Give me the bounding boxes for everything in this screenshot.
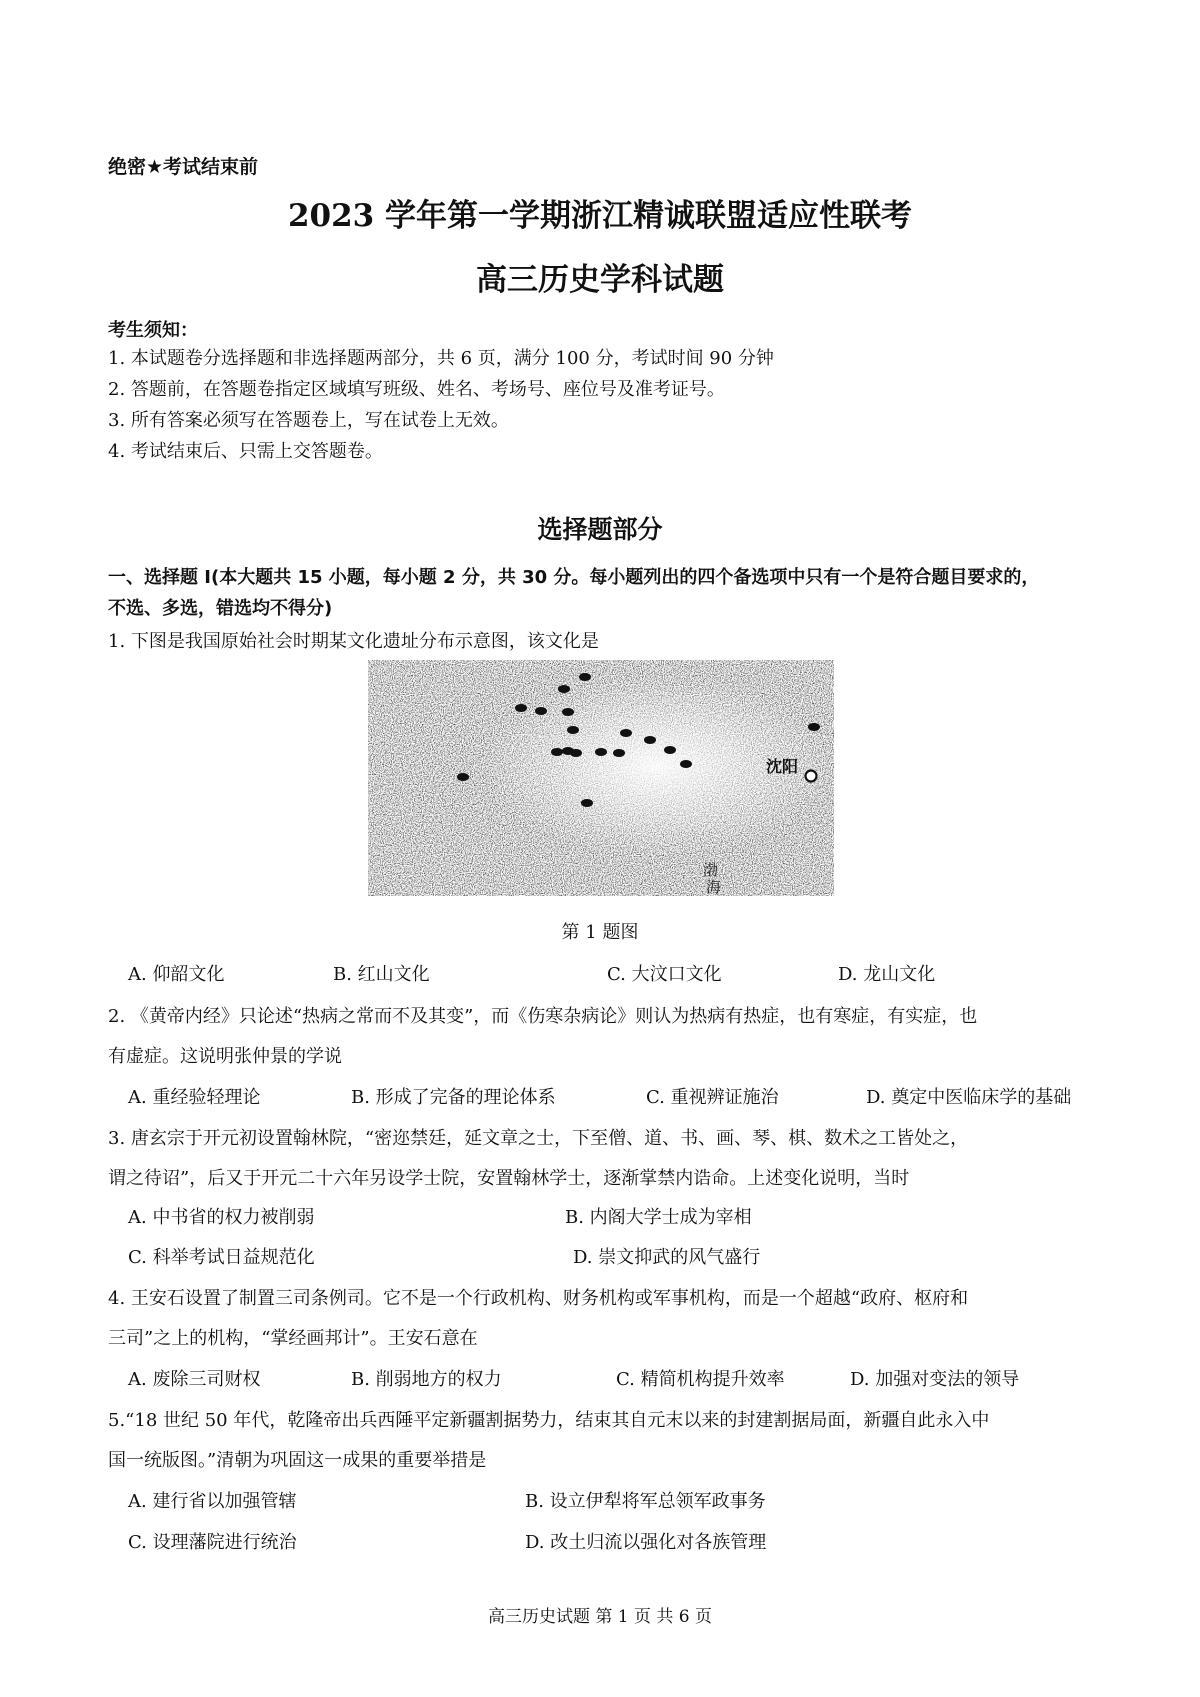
q3-option-b: B. 内阁大学士成为宰相 — [565, 1207, 752, 1228]
notice-item: 1. 本试题卷分选择题和非选择题两部分，共 6 页，满分 100 分，考试时间 90 分钟 — [108, 348, 774, 369]
site-marker — [562, 708, 574, 716]
site-marker — [664, 746, 676, 754]
sea-label: 渤 — [703, 861, 719, 879]
part-heading: 不选、多选，错选均不得分) — [108, 598, 333, 619]
q3-option-a: A. 中书省的权力被削弱 — [128, 1207, 315, 1228]
q2-option-b: B. 形成了完备的理论体系 — [351, 1087, 556, 1108]
site-marker — [570, 749, 582, 757]
question-3-stem: 3. 唐玄宗于开元初设置翰林院，“密迩禁廷，延文章之士，下至僧、道、书、画、琴、棋、数术之工皆处之， — [108, 1128, 969, 1149]
q4-option-b: B. 削弱地方的权力 — [351, 1369, 502, 1390]
q5-option-d: D. 改土归流以强化对各族管理 — [525, 1532, 767, 1553]
notice-item: 3. 所有答案必须写在答题卷上，写在试卷上无效。 — [108, 410, 509, 431]
sea-label: 海 — [706, 878, 722, 896]
q1-option-c: C. 大汶口文化 — [607, 964, 722, 985]
confidential-label: 绝密★考试结束前 — [108, 156, 259, 178]
q3-option-c: C. 科举考试日益规范化 — [128, 1247, 315, 1268]
question-1-stem: 1. 下图是我国原始社会时期某文化遗址分布示意图，该文化是 — [108, 631, 599, 652]
question-2-stem: 有虚症。这说明张仲景的学说 — [108, 1046, 342, 1067]
question-3-stem: 谓之待诏”，后又于开元二十六年另设学士院，安置翰林学士，逐渐掌禁内诰命。上述变化说明，当时 — [108, 1168, 910, 1189]
q5-option-b: B. 设立伊犁将军总领军政事务 — [525, 1491, 766, 1512]
site-marker — [558, 685, 570, 693]
q4-option-d: D. 加强对变法的领导 — [850, 1369, 1020, 1390]
q2-option-a: A. 重经验轻理论 — [128, 1087, 261, 1108]
exam-title: 2023 学年第一学期浙江精诚联盟适应性联考 — [287, 198, 913, 234]
q4-option-a: A. 废除三司财权 — [128, 1369, 261, 1390]
question-4-stem: 三司”之上的机构，“掌经画邦计”。王安石意在 — [108, 1328, 478, 1349]
site-marker — [644, 736, 656, 744]
site-marker — [581, 799, 593, 807]
q1-option-b: B. 红山文化 — [333, 964, 430, 985]
q1-option-d: D. 龙山文化 — [838, 964, 936, 985]
q5-option-c: C. 设理藩院进行统治 — [128, 1532, 297, 1553]
question-4-stem: 4. 王安石设置了制置三司条例司。它不是一个行政机构、财务机构或军事机构，而是一个超越“政府、枢府和 — [108, 1288, 969, 1309]
page-footer: 高三历史试题 第 1 页 共 6 页 — [487, 1607, 713, 1627]
site-marker — [579, 673, 591, 681]
q3-option-d: D. 崇文抑武的风气盛行 — [573, 1247, 761, 1268]
notice-item: 4. 考试结束后、只需上交答题卷。 — [108, 441, 383, 462]
q4-option-c: C. 精简机构提升效率 — [616, 1369, 785, 1390]
q1-option-a: A. 仰韶文化 — [128, 964, 225, 985]
q2-option-c: C. 重视辨证施治 — [646, 1087, 779, 1108]
question-5-stem: 国一统版图。”清朝为巩固这一成果的重要举措是 — [108, 1450, 487, 1471]
figure-caption: 第 1 题图 — [561, 922, 639, 943]
site-marker — [808, 723, 820, 731]
exam-subtitle: 高三历史学科试题 — [476, 262, 724, 298]
part-heading: 一、选择题 I(本大题共 15 小题，每小题 2 分，共 30 分。每小题列出的四个备选项中只有一个是符合题目要求的， — [108, 567, 1040, 588]
site-marker — [567, 726, 579, 734]
site-marker — [457, 773, 469, 781]
q2-option-d: D. 奠定中医临床学的基础 — [866, 1087, 1072, 1108]
city-label: 沈阳 — [766, 757, 799, 776]
section-title: 选择题部分 — [537, 515, 663, 544]
site-marker — [595, 748, 607, 756]
notice-item: 2. 答题前，在答题卷指定区域填写班级、姓名、考场号、座位号及准考证号。 — [108, 379, 725, 400]
site-marker — [680, 760, 692, 768]
notice-heading: 考生须知： — [108, 320, 198, 341]
site-marker — [620, 729, 632, 737]
site-marker — [613, 749, 625, 757]
site-marker — [535, 707, 547, 715]
site-marker — [515, 704, 527, 712]
q5-option-a: A. 建行省以加强管辖 — [128, 1491, 297, 1512]
question-5-stem: 5.“18 世纪 50 年代，乾隆帝出兵西陲平定新疆割据势力，结束其自元末以来的封建割据局面，新疆自此永入中 — [108, 1410, 990, 1431]
site-marker — [551, 748, 563, 756]
site-distribution-map — [368, 660, 834, 896]
city-marker — [806, 771, 817, 782]
question-2-stem: 2. 《黄帝内经》只论述“热病之常而不及其变”，而《伤寒杂病论》则认为热病有热症，也有寒症，有实症，也 — [108, 1006, 978, 1027]
